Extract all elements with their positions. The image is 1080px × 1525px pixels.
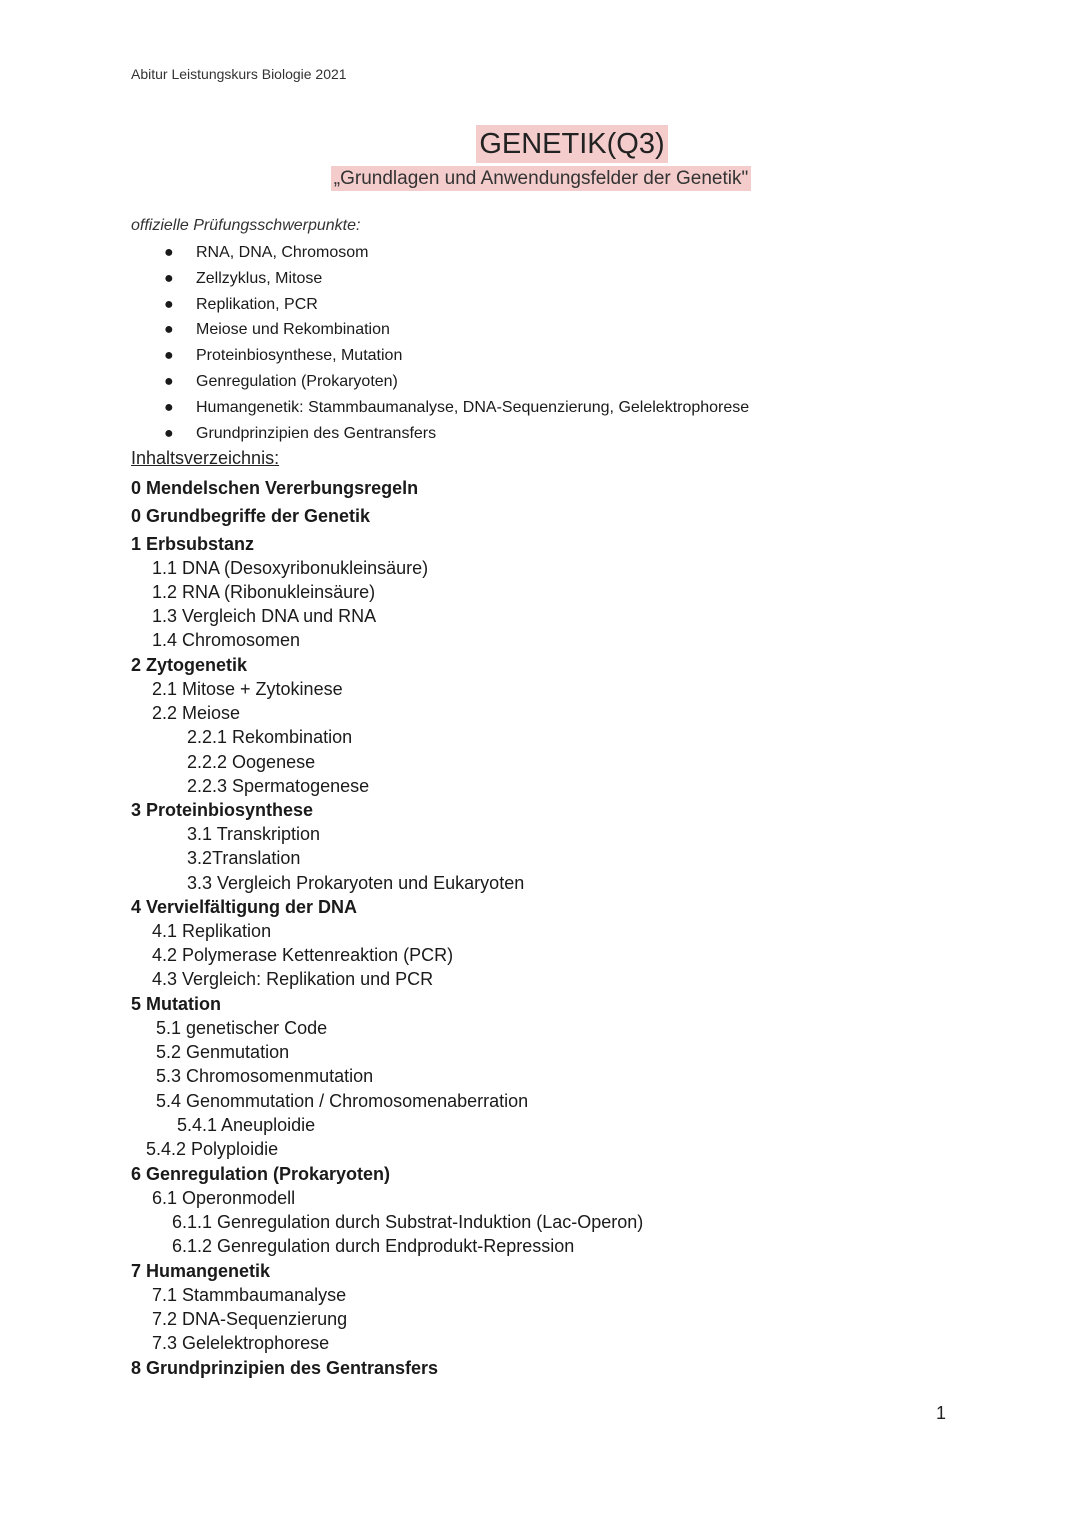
bullet-icon: ● [164,424,174,442]
toc-section: 4.3 Vergleich: Replikation und PCR [152,969,434,989]
toc-heading: Inhaltsverzeichnis: [131,448,280,468]
bullet-icon: ● [164,295,174,313]
focus-item-text: RNA, DNA, Chromosom [196,244,369,261]
bullet-icon: ● [164,321,174,339]
toc-subsection: 6.1.2 Genregulation durch Endprodukt-Repression [172,1236,575,1256]
toc-section: 2.1 Mitose + Zytokinese [152,679,343,699]
toc-subsection: 2.2.1 Rekombination [187,727,353,747]
focus-item-text: Humangenetik: Stammbaumanalyse, DNA-Sequenzierung, Gelelektrophorese [196,398,750,416]
focus-item [131,343,749,369]
toc-chapter: 8 Grundprinzipien des Gentransfers [131,1358,439,1378]
toc-section: 5.2 Genmutation [156,1042,290,1062]
toc-section: 7.1 Stammbaumanalyse [152,1285,347,1305]
focus-item-text: Proteinbiosynthese, Mutation [196,347,403,365]
focus-heading: offizielle Prüfungsschwerpunkte: [131,217,361,234]
toc-subsection: 3.1 Transkription [187,824,321,844]
toc-chapter: 2 Zytogenetik [131,655,248,675]
toc-subsection: 5.4.2 Polyploidie [146,1139,279,1159]
focus-item-text: Genregulation (Prokaryoten) [196,372,398,390]
toc-subsection: 5.4.1 Aneuploidie [177,1115,316,1135]
toc-section: 2.2 Meiose [152,703,241,723]
focus-item [131,369,749,395]
subtitle-container [0,166,1080,191]
toc-chapter: 7 Humangenetik [131,1261,271,1281]
toc-subsection: 2.2.3 Spermatogenese [187,776,370,796]
toc-section: 7.3 Gelelektrophorese [152,1333,330,1353]
toc-chapter: 0 Mendelschen Vererbungsregeln [131,478,419,498]
toc-section: 5.4 Genommutation / Chromosomenaberration [156,1091,529,1111]
toc-section: 4.1 Replikation [152,921,272,941]
toc-section: 1.4 Chromosomen [152,630,301,650]
toc-section: 1.2 RNA (Ribonukleinsäure) [152,582,376,602]
toc-subsection: 6.1.1 Genregulation durch Substrat-Induktion (Lac-Operon) [172,1212,644,1232]
bullet-icon: ● [164,372,174,390]
focus-item [131,317,749,343]
focus-item [131,395,749,421]
page-subtitle: „Grundlagen und Anwendungsfelder der Genetik" [331,166,751,191]
toc-section: 1.3 Vergleich DNA und RNA [152,606,377,626]
bullet-icon: ● [164,269,174,287]
focus-item-text: Grundprinzipien des Gentransfers [196,424,437,442]
toc-chapter: 5 Mutation [131,994,221,1014]
focus-item [131,240,749,266]
toc-chapter: 3 Proteinbiosynthese [131,800,314,820]
toc-chapter: 4 Vervielfältigung der DNA [131,897,358,917]
page-title: GENETIK(Q3) [476,125,667,163]
focus-item [131,292,749,318]
focus-item-text: Meiose und Rekombination [196,321,390,339]
toc-section: 1.1 DNA (Desoxyribonukleinsäure) [152,558,429,578]
focus-item [131,421,749,447]
bullet-icon: ● [164,244,174,261]
toc-section: 7.2 DNA-Sequenzierung [152,1309,348,1329]
focus-item [131,266,749,292]
toc-section: 5.3 Chromosomenmutation [156,1066,374,1086]
bullet-icon: ● [164,347,174,365]
toc-subsection: 2.2.2 Oogenese [187,752,316,772]
focus-item-text: Zellzyklus, Mitose [196,269,323,287]
focus-list [131,240,749,446]
bullet-icon: ● [164,398,174,416]
toc-subsection: 3.3 Vergleich Prokaryoten und Eukaryoten [187,873,525,893]
page-header: Abitur Leistungskurs Biologie 2021 [131,66,347,82]
focus-item-text: Replikation, PCR [196,295,318,313]
toc-chapter: 0 Grundbegriffe der Genetik [131,506,371,526]
toc-section: 6.1 Operonmodell [152,1188,296,1208]
toc-section: 5.1 genetischer Code [156,1018,328,1038]
toc-chapter: 6 Genregulation (Prokaryoten) [131,1164,391,1184]
toc-subsection: 3.2Translation [187,848,301,868]
title-container [0,125,1080,163]
toc-chapter: 1 Erbsubstanz [131,534,255,554]
toc-section: 4.2 Polymerase Kettenreaktion (PCR) [152,945,454,965]
page-number: 1 [936,1403,947,1423]
